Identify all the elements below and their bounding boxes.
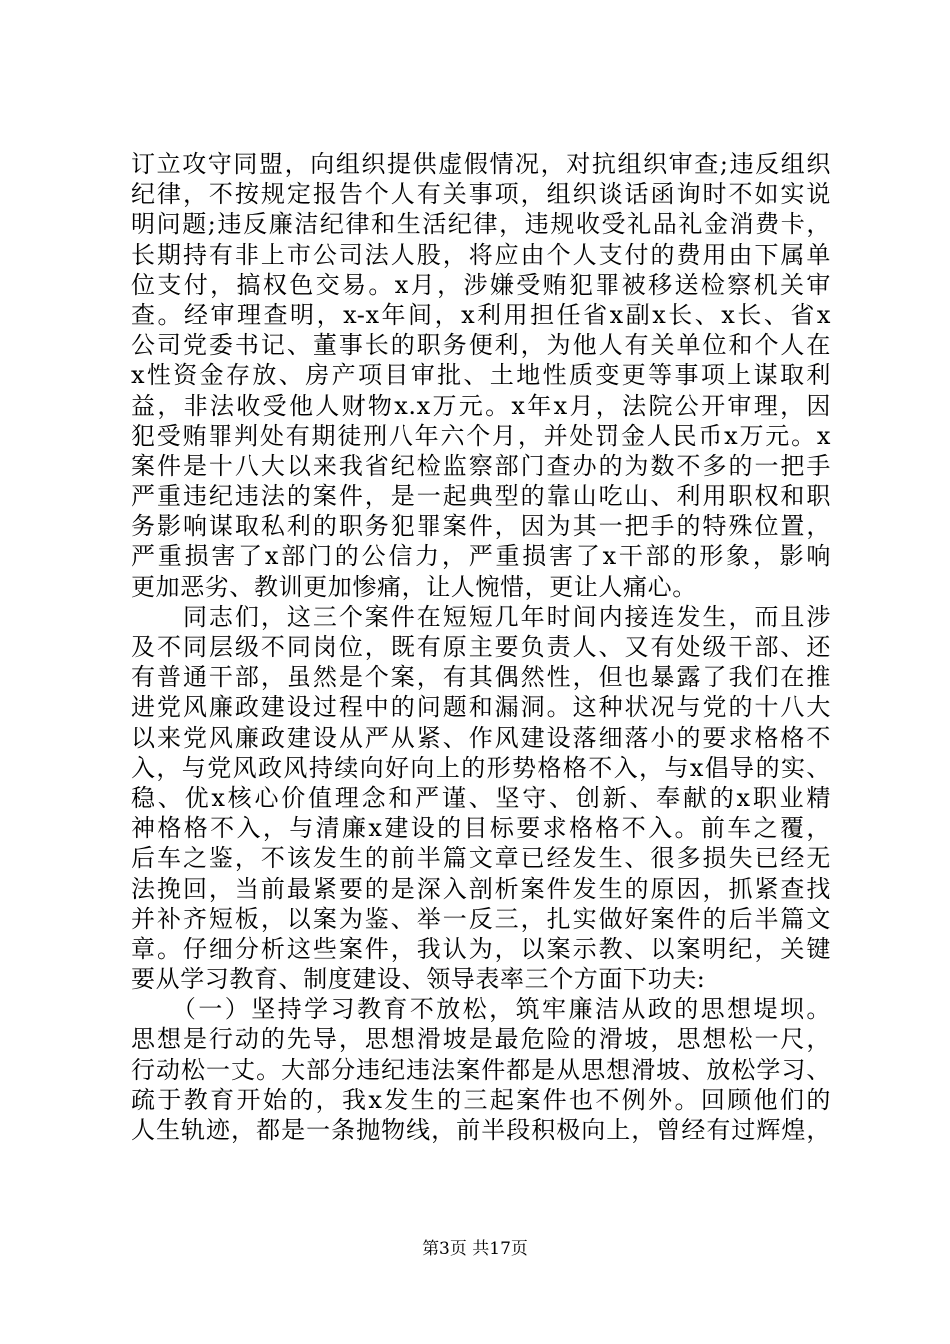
text-line: 位支付，搞权色交易。x月，涉嫌受贿犯罪被移送检察机关审 <box>131 270 831 299</box>
text-line: 益，非法收受他人财物x.x万元。x年x月，法院公开审理，因 <box>131 391 831 420</box>
text-line: 犯受贿罪判处有期徒刑八年六个月，并处罚金人民币x万元。x <box>131 421 831 450</box>
text-line: 长期持有非上市公司法人股，将应由个人支付的费用由下属单 <box>131 240 831 269</box>
text-line: 入，与党风政风持续向好向上的形势格格不入，与x倡导的实、 <box>131 753 831 782</box>
text-line: 查。经审理查明，x-x年间，x利用担任省x副x长、x长、省x <box>131 300 831 329</box>
text-line: 更加恶劣、教训更加惨痛，让人惋惜，更让人痛心。 <box>131 572 697 601</box>
text-line: 进党风廉政建设过程中的问题和漏洞。这种状况与党的十八大 <box>131 693 831 722</box>
text-line: 章。仔细分析这些案件，我认为，以案示教、以案明纪，关键 <box>131 934 831 963</box>
text-line: 严重损害了x部门的公信力，严重损害了x干部的形象，影响 <box>131 542 831 571</box>
text-line: x性资金存放、房产项目审批、土地性质变更等事项上谋取利 <box>131 361 831 390</box>
text-line: 务影响谋取私利的职务犯罪案件，因为其一把手的特殊位置， <box>131 512 831 541</box>
text-line: 行动松一丈。大部分违纪违法案件都是从思想滑坡、放松学习、 <box>131 1055 831 1084</box>
text-line: 神格格不入，与清廉x建设的目标要求格格不入。前车之覆， <box>131 814 831 843</box>
text-line: 人生轨迹，都是一条抛物线，前半段积极向上，曾经有过辉煌， <box>131 1116 831 1144</box>
text-line: 公司党委书记、董事长的职务便利，为他人有关单位和个人在 <box>131 331 831 360</box>
text-line: 以来党风廉政建设从严从紧、作风建设落细落小的要求格格不 <box>131 723 831 752</box>
text-line: 纪律，不按规定报告个人有关事项，组织谈话函询时不如实说 <box>131 180 831 209</box>
text-line: 思想是行动的先导，思想滑坡是最危险的滑坡，思想松一尺， <box>131 1025 831 1054</box>
text-line: 及不同层级不同岗位，既有原主要负责人、又有处级干部、还 <box>131 633 831 661</box>
text-line: 稳、优x核心价值理念和严谨、坚守、创新、奉献的x职业精 <box>131 783 831 812</box>
text-line: 疏于教育开始的，我x发生的三起案件也不例外。回顾他们的 <box>131 1085 831 1114</box>
document-body <box>131 149 831 1145</box>
text-line: 有普通干部，虽然是个案，有其偶然性，但也暴露了我们在推 <box>131 663 831 692</box>
text-line: 要从学习教育、制度建设、领导表率三个方面下功夫: <box>131 965 706 994</box>
text-line: 明问题;违反廉洁纪律和生活纪律，违规收受礼品礼金消费卡， <box>131 210 831 239</box>
text-line: （一）坚持学习教育不放松，筑牢廉洁从政的思想堤坝。 <box>131 995 831 1024</box>
text-line: 并补齐短板，以案为鉴、举一反三，扎实做好案件的后半篇文 <box>131 904 831 933</box>
text-line: 后车之鉴，不该发生的前半篇文章已经发生、很多损失已经无 <box>131 844 831 873</box>
text-line: 同志们，这三个案件在短短几年时间内接连发生，而且涉 <box>131 602 831 631</box>
text-line: 法挽回，当前最紧要的是深入剖析案件发生的原因，抓紧查找 <box>131 874 831 903</box>
text-line: 严重违纪违法的案件，是一起典型的靠山吃山、利用职权和职 <box>131 482 831 511</box>
text-line: 订立攻守同盟，向组织提供虚假情况，对抗组织审查;违反组织 <box>131 150 831 178</box>
text-line: 案件是十八大以来我省纪检监察部门查办的为数不多的一把手 <box>131 451 831 480</box>
page-footer: 第3页 共17页 <box>422 1239 528 1259</box>
